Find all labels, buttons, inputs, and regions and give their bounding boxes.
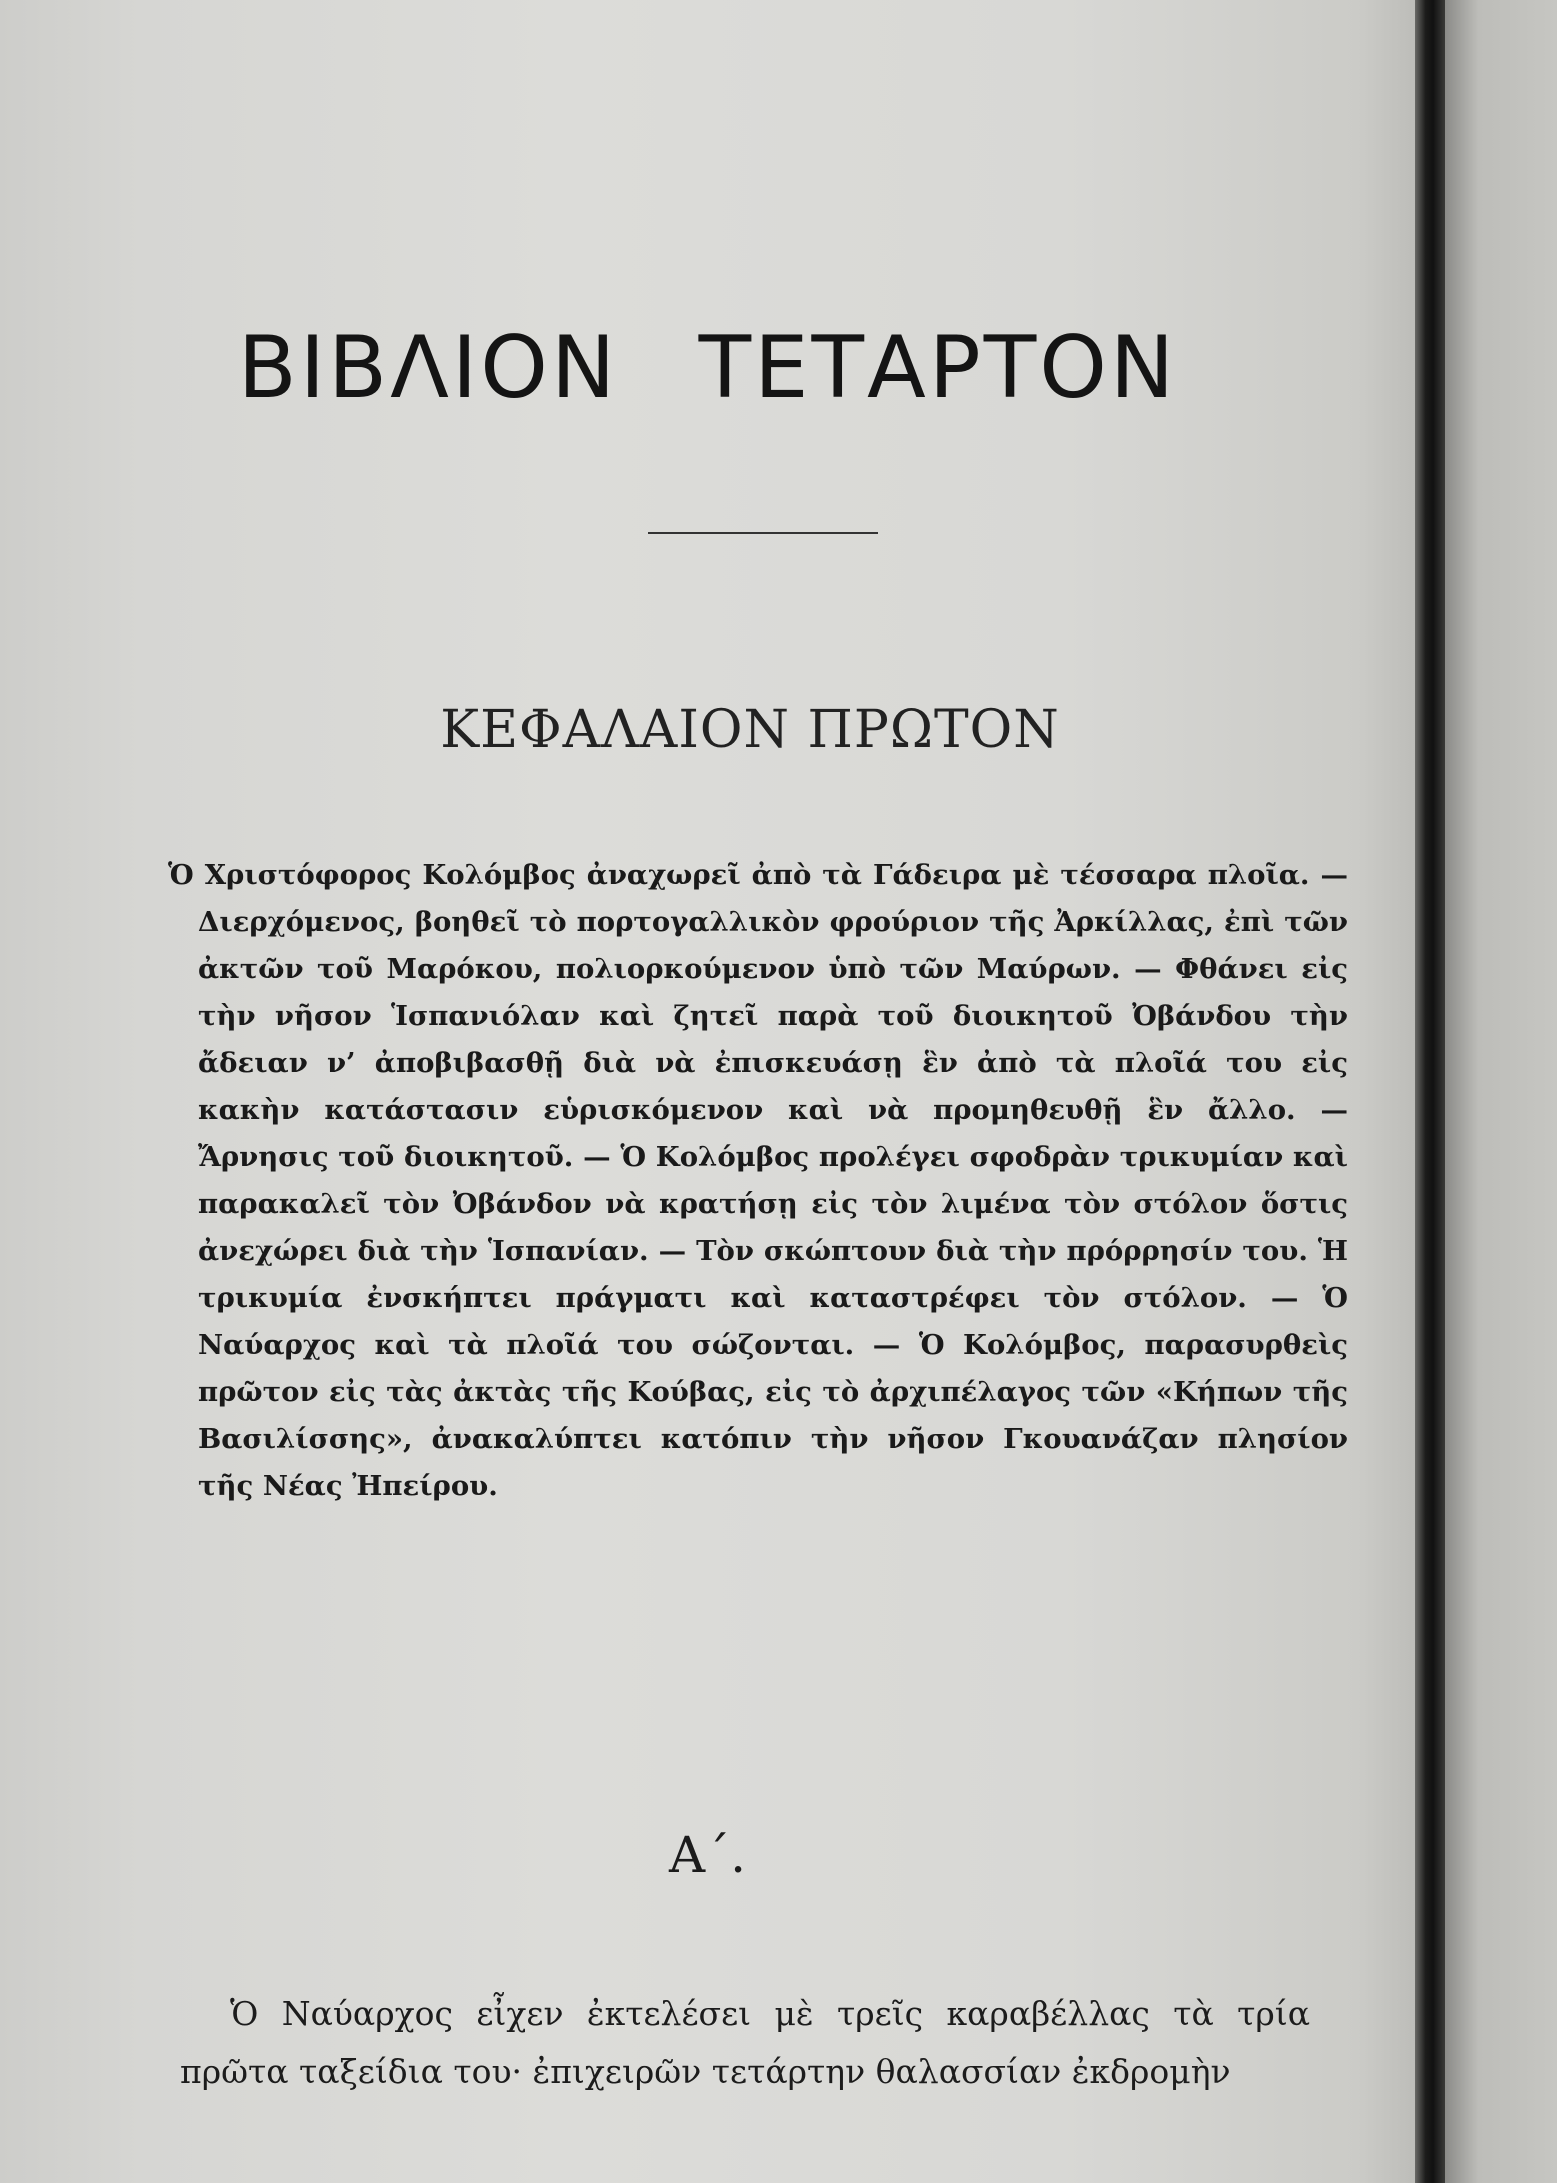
book-heading: ΒΙΒΛΙΟΝ ΤΕΤΑΡΤΟΝ — [237, 318, 1178, 418]
chapter-summary: Ὁ Χριστόφορος Κολόμβος ἀναχωρεῖ ἀπὸ τὰ Γάδειρα μὲ τέσσαρα πλοῖα. — Διερχόμενος, βοηθεῖ τὸ πορτογαλλικὸν φρούριον τῆς Ἀρκίλλας, ἐπὶ τῶν ἀκτῶν τοῦ Μαρόκου, πολιορκούμενον ὑπὸ τῶν Μαύρων. — Φθάνει εἰς τὴν νῆσον Ἱσπανιόλαν καὶ ζητεῖ παρὰ τοῦ διοικητοῦ Ὀβάνδου τὴν ἄδειαν ν’ ἀποβιβασθῇ διὰ νὰ ἐπισκευάσῃ ἓν ἀπὸ τὰ πλοῖά του εἰς κακὴν κατάστασιν εὑρισκόμενον καὶ νὰ προμηθευθῇ ἓν ἄλλο. — Ἄρνησις τοῦ διοικητοῦ. — Ὁ Κολόμβος προλέγει σφοδρὰν τρικυμίαν καὶ παρακαλεῖ τὸν Ὀβάνδον νὰ κρατήσῃ εἰς τὸν λιμένα τὸν στόλον ὅστις ἀνεχώρει διὰ τὴν Ἱσπανίαν. — Τὸν σκώπτουν διὰ τὴν πρόρρησίν του. Ἡ τρικυμία ἐνσκήπτει πράγματι καὶ καταστρέφει τὸν στόλον. — Ὁ Ναύαρχος καὶ τὰ πλοῖά του σώζονται. — Ὁ Κολόμβος, παρασυρθεὶς πρῶτον εἰς τὰς ἀκτὰς τῆς Κούβας, εἰς τὸ ἀρχιπέλαγος τῶν «Κήπων τῆς Βασιλίσσης», ἀνακαλύπτει κατόπιν τὴν νῆσον Γκουανάζαν πλησίον τῆς Νέας Ἠπείρου. — [168, 859, 1348, 1502]
book-gutter — [1415, 0, 1445, 2183]
opening-paragraph: Ὁ Ναύαρχος εἶχεν ἐκτελέσει μὲ τρεῖς καραβέλλας τὰ τρία πρῶτα ταξείδια του· ἐπιχειρῶν τετάρτην θαλασσίαν ἐκδρομὴν — [180, 1994, 1310, 2091]
section-mark: Α΄. — [668, 1826, 746, 1884]
chapter-heading: ΚΕΦΑΛΑΙΟΝ ΠΡΩΤΟΝ — [440, 700, 1060, 760]
heading-rule — [648, 532, 878, 534]
adjacent-page-edge — [1445, 0, 1557, 2183]
